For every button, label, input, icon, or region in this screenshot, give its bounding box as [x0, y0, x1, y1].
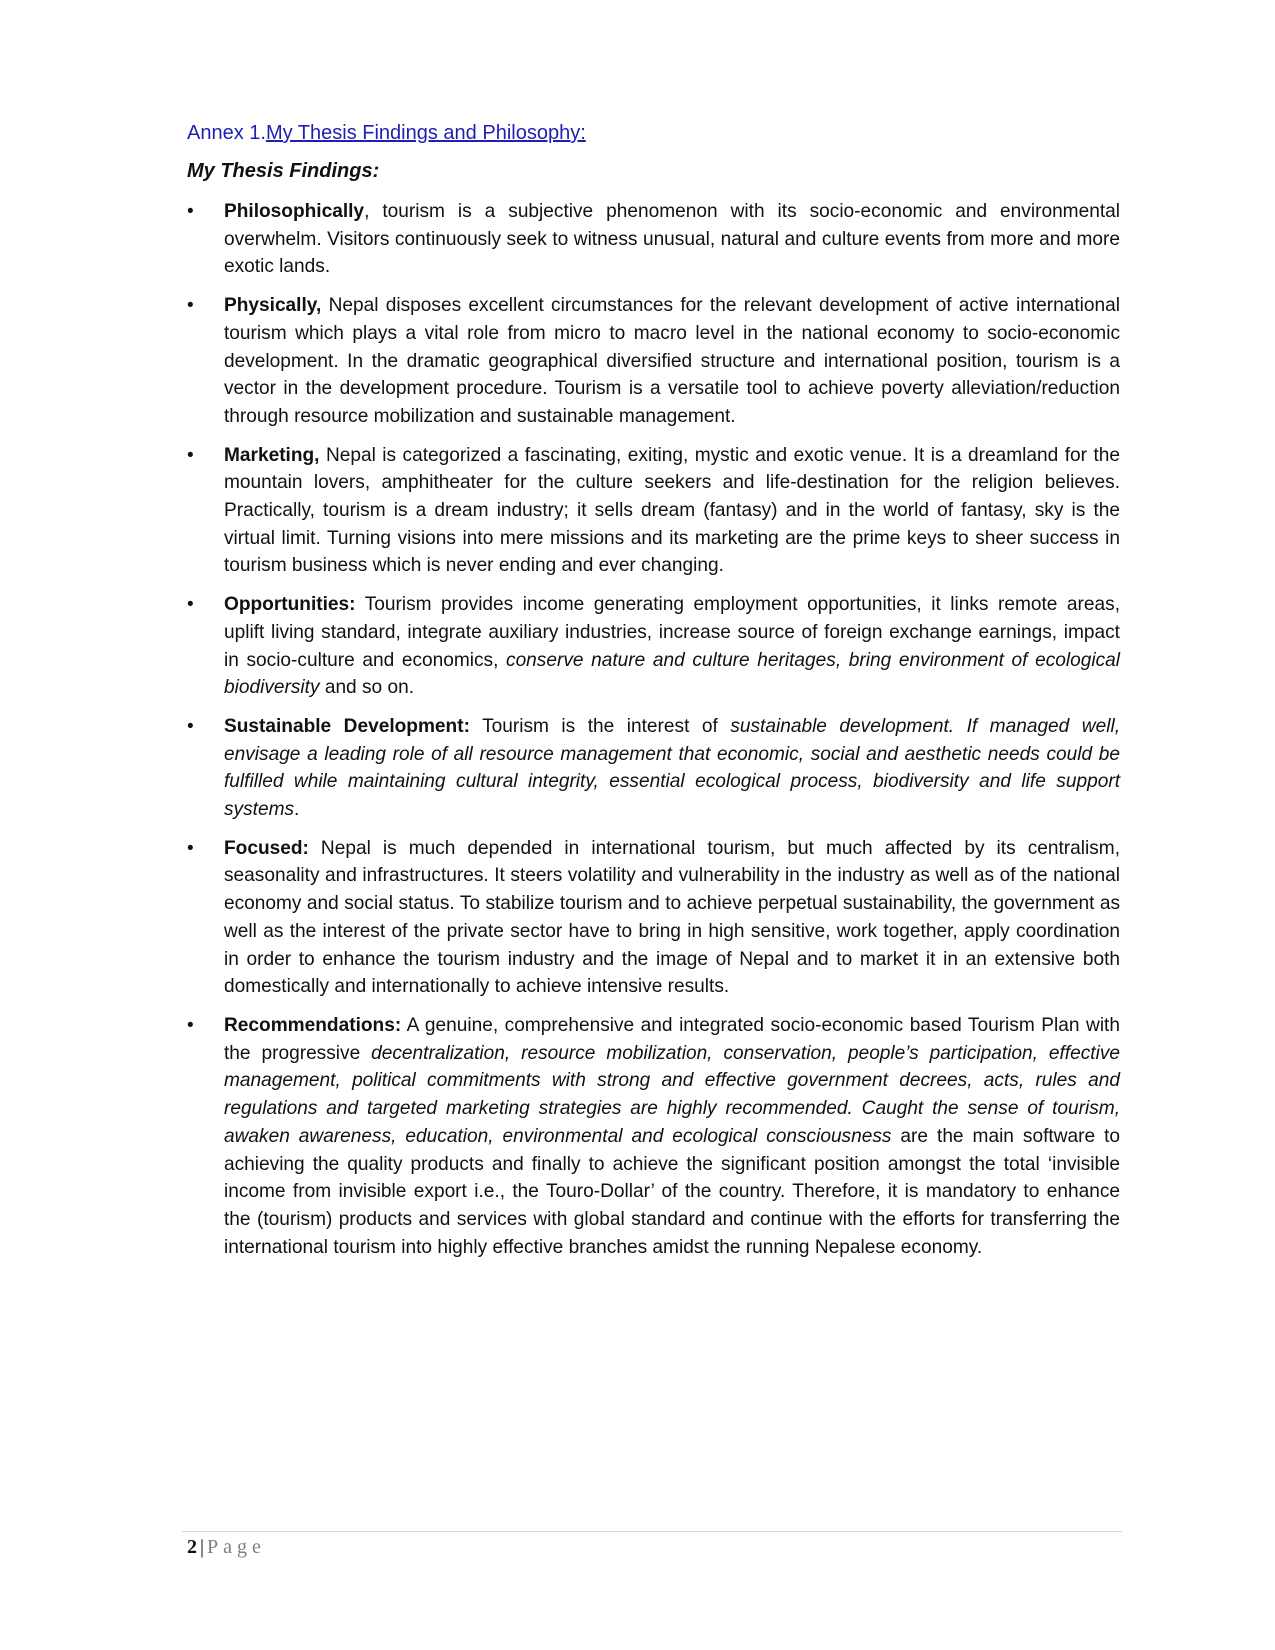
finding-text [224, 716, 1120, 820]
footer-separator: | [200, 1536, 205, 1558]
finding-label: Recommendations: [224, 1014, 402, 1036]
bullet-icon: • [187, 1014, 194, 1036]
page-number: 2 [187, 1536, 197, 1558]
finding-label: Focused: [224, 837, 309, 859]
bullet-icon: • [187, 295, 194, 317]
finding-label: Marketing, [224, 444, 320, 466]
finding-text [224, 594, 1120, 698]
page-footer [187, 1536, 266, 1559]
findings-subheading: My Thesis Findings: [187, 160, 380, 182]
finding-text [224, 1015, 1120, 1258]
finding-body: are the main software to achieving the quality products and finally to achieve the significant position amongst the total ‘invisible income from invisible export i.e., the Touro-Dollar’ of the country. Therefore, it is mandatory to enhance the (tourism) products and services with global standard and continue with the efforts for transferring the international tourism into highly effective branches amidst the running Nepalese economy. [224, 1125, 1120, 1258]
finding-item [187, 292, 1120, 431]
footer-divider [182, 1531, 1122, 1532]
finding-text [224, 838, 1120, 998]
finding-body: Nepal disposes excellent circumstances for the relevant development of active international tourism which plays a vital role from micro to macro level in the national economy to socio-economic development. In the dramatic geographical diversified structure and international position, tourism is a vector in the development procedure. Tourism is a versatile tool to achieve poverty alleviation/reduction through resource mobilization and sustainable management. [224, 295, 1120, 427]
finding-item [187, 835, 1120, 1001]
findings-list [187, 198, 1120, 1272]
finding-item [187, 713, 1120, 824]
finding-label: Physically, [224, 295, 322, 317]
finding-emphasis: conserve nature and culture heritages, bring environment of ecological biodiversity [224, 649, 1120, 699]
finding-item [187, 442, 1120, 581]
finding-body: A genuine, comprehensive and integrated socio-economic based Tourism Plan with the progressive [224, 1014, 1120, 1064]
finding-body: Tourism provides income generating employment opportunities, it links remote areas, uplift living standard, integrate auxiliary industries, increase source of foreign exchange earnings, impact in socio-culture and economics, [224, 594, 1120, 671]
finding-text [224, 295, 1120, 427]
bullet-icon: • [187, 444, 194, 466]
finding-body: and so on. [319, 677, 414, 699]
annex-prefix: Annex 1. [187, 122, 266, 144]
finding-label: Sustainable Development: [224, 715, 470, 737]
finding-label: Opportunities: [224, 594, 356, 616]
annex-heading [187, 122, 586, 145]
bullet-icon: • [187, 594, 194, 616]
finding-body: Tourism is the interest of [469, 715, 731, 737]
bullet-icon: • [187, 201, 194, 222]
finding-label: Philosophically [224, 201, 365, 222]
bullet-icon: • [187, 837, 194, 859]
finding-body: , tourism is a subjective phenomenon with its socio-economic and environmental overwhelm. Visitors continuously seek to witness unusual, natural and culture events from more and more exotic lands. [224, 201, 1120, 278]
finding-body: Nepal is much depended in international tourism, but much affected by its centralism, seasonality and infrastructures. It steers volatility and vulnerability in the industry as well as of the national economy and social status. To stabilize tourism and to achieve perpetual sustainability, the government as well as the interest of the private sector have to bring in high sensitive, work together, apply coordination in order to enhance the tourism industry and the image of Nepal and to market it in an extensive both domestically and internationally to achieve intensive results. [224, 837, 1120, 998]
finding-body: . [294, 799, 300, 821]
finding-item [187, 198, 1120, 281]
finding-emphasis: sustainable development. If managed well, envisage a leading role of all resource management that economic, social and aesthetic needs could be fulfilled while maintaining cultural integrity, essential ecological process, biodiversity and life support systems [224, 715, 1120, 821]
finding-text [224, 201, 1120, 277]
annex-title-link[interactable]: My Thesis Findings and Philosophy: [265, 122, 586, 144]
finding-item [187, 591, 1120, 702]
bullet-icon: • [187, 715, 194, 737]
finding-emphasis: decentralization, resource mobilization, conservation, people’s participation, effective management, political commitments with strong and effective government decrees, acts, rules and regulations and targeted marketing strategies are highly recommended. Caught the sense of tourism, awaken awareness, education, environmental and ecological consciousness [224, 1042, 1120, 1147]
finding-text [224, 445, 1120, 577]
page-label: Page [207, 1536, 266, 1558]
finding-item [187, 1012, 1120, 1261]
finding-body: Nepal is categorized a fascinating, exiting, mystic and exotic venue. It is a dreamland for the mountain lovers, amphitheater for the culture seekers and life-destination for the religion believes. Practically, tourism is a dream industry; it sells dream (fantasy) and in the world of fantasy, sky is the virtual limit. Turning visions into mere missions and its marketing are the prime keys to sheer success in tourism business which is never ending and ever changing. [224, 444, 1120, 577]
